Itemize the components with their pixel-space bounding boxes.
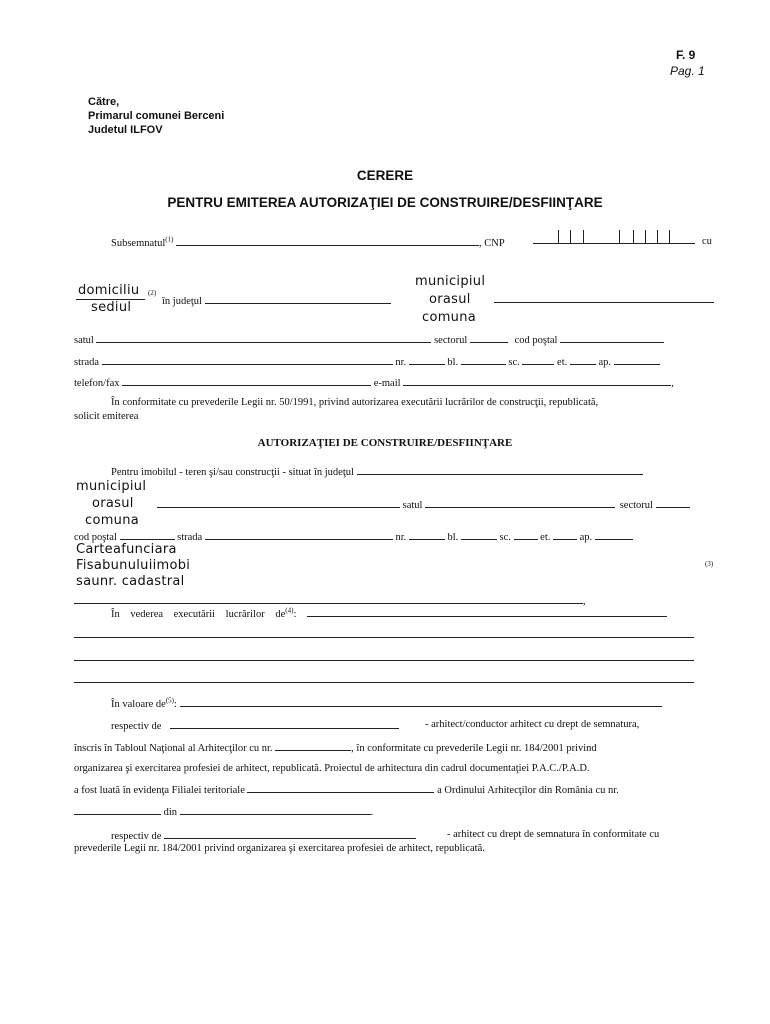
addressee-line-1: Către, <box>88 96 120 108</box>
floor-label: et. <box>557 357 568 368</box>
works-label-1: În <box>111 609 120 620</box>
apartment-label: ap. <box>598 357 612 368</box>
staircase-label: sc. <box>508 357 520 368</box>
domicile-label: domiciliu <box>78 283 140 298</box>
property-number-label: nr. <box>395 532 407 543</box>
property-block-field[interactable] <box>461 530 497 540</box>
architect-register-tail: , în conformitate cu prevederile Legii nr. 184/2001 privind <box>351 743 597 754</box>
property-intro-row <box>111 465 643 478</box>
locality-field[interactable] <box>494 302 714 303</box>
works-label-2: vederea <box>130 609 164 620</box>
property-sector-field[interactable] <box>656 498 690 508</box>
property-apartment-label: ap. <box>579 532 593 543</box>
property-block-label: bl. <box>447 532 459 543</box>
section-title: AUTORIZAŢIEI DE CONSTRUIRE/DESFIINŢARE <box>257 437 513 449</box>
architect-name-field[interactable] <box>170 719 399 729</box>
property-postal-field[interactable] <box>120 530 175 540</box>
architect2-row-1 <box>111 829 416 842</box>
works-label-5: de <box>275 609 286 620</box>
locality-option-municipiul: municipiul <box>415 274 486 289</box>
county-field[interactable] <box>205 294 391 304</box>
addressee-line-3: Judetul ILFOV <box>88 124 163 136</box>
property-staircase-label: sc. <box>499 532 511 543</box>
undersigned-label: Subsemnatul <box>111 238 166 249</box>
property-postal-label: cod poştal <box>74 532 117 543</box>
cadastral-option-2: Fisabunuluiimobi <box>76 558 191 573</box>
page-number: Pag. 1 <box>670 64 705 78</box>
property-floor-field[interactable] <box>553 530 577 540</box>
email-label: e-mail <box>373 378 401 389</box>
value-field[interactable] <box>180 697 662 707</box>
architect-role: - arhitect/conductor arhitect cu drept de semnatura, <box>425 719 640 730</box>
conformity-text-2: solicit emiterea <box>74 411 139 422</box>
branch-field[interactable] <box>247 783 434 793</box>
order-label: a Ordinului Arhitecţilor din România cu nr. <box>437 785 619 796</box>
village-label: satul <box>74 335 94 346</box>
order-date-label: din <box>163 807 178 818</box>
works-label-3: executării <box>173 609 216 620</box>
number-field[interactable] <box>409 355 445 365</box>
footnote-4: (4) <box>285 606 294 615</box>
staircase-field[interactable] <box>522 355 554 365</box>
property-village-label: satul <box>402 500 423 511</box>
works-label-4: lucrărilor <box>225 609 265 620</box>
architect2-respectiv-label: respectiv de <box>111 831 162 842</box>
phone-field[interactable] <box>122 376 371 386</box>
property-street-field[interactable] <box>205 530 393 540</box>
architect2-row-2: prevederile Legii nr. 184/2001 privind organizarea şi exercitarea profesiei de arhitect, republicată. <box>74 843 485 854</box>
sector-label: sectorul <box>434 335 468 346</box>
branch-label: a fost luată în evidenţa Filialei teritoriale <box>74 785 245 796</box>
document-title: CERERE <box>356 168 414 183</box>
property-floor-label: et. <box>540 532 551 543</box>
cu-label: cu <box>702 236 712 247</box>
cadastral-option-3: saunr. cadastral <box>76 574 185 589</box>
architect-respectiv-label: respectiv de <box>111 721 162 732</box>
architect-row-5 <box>74 805 373 818</box>
phone-label: telefon/fax <box>74 378 120 389</box>
apartment-field[interactable] <box>614 355 660 365</box>
county-row <box>162 294 391 307</box>
order-period: . <box>370 807 374 818</box>
architect-register-label: înscris în Tabloul Naţional al Arhitecţilor cu nr. <box>74 743 273 754</box>
property-street-label: strada <box>177 532 203 543</box>
works-colon: : <box>293 609 297 620</box>
cnp-field[interactable] <box>533 230 695 244</box>
architect2-name-field[interactable] <box>164 829 416 839</box>
architect-row-3: organizarea şi exercitarea profesiei de arhitect, republicată. Proiectul de arhitectura din cadrul documentaţiei P.A.C./P.A.D. <box>74 763 590 774</box>
property-village-row <box>157 498 690 511</box>
email-field[interactable] <box>403 376 671 386</box>
cadastral-comma: , <box>583 596 586 607</box>
property-county-field[interactable] <box>357 465 643 475</box>
architect-row-1 <box>111 719 399 732</box>
street-field[interactable] <box>102 355 393 365</box>
architect-register-field[interactable] <box>275 741 351 751</box>
block-label: bl. <box>447 357 459 368</box>
works-field-4[interactable] <box>74 682 694 683</box>
locality-option-comuna: comuna <box>422 310 477 325</box>
architect-row-2 <box>74 741 597 754</box>
footnote-5: (5) <box>165 696 174 705</box>
property-locality-option-municipiul: municipiul <box>76 479 147 494</box>
works-field-1[interactable] <box>307 607 667 617</box>
contact-comma: , <box>671 378 674 389</box>
works-row <box>111 607 667 620</box>
works-field-3[interactable] <box>74 660 694 661</box>
architect-row-4 <box>74 783 619 796</box>
addressee-line-2: Primarul comunei Berceni <box>88 110 225 122</box>
postal-code-label: cod poştal <box>514 335 558 346</box>
works-field-2[interactable] <box>74 637 694 638</box>
cadastral-row <box>74 594 586 607</box>
property-staircase-field[interactable] <box>514 530 538 540</box>
village-row <box>74 333 664 346</box>
value-label: În valoare de <box>111 699 166 710</box>
property-locality-option-comuna: comuna <box>85 513 140 528</box>
number-label: nr. <box>395 357 407 368</box>
cadastral-option-1: Carteafunciara <box>76 542 177 557</box>
footnote-1: (1) <box>165 235 174 244</box>
postal-code-field[interactable] <box>560 333 664 343</box>
property-locality-field[interactable] <box>157 498 400 508</box>
street-label: strada <box>74 357 100 368</box>
seat-label: sediul <box>91 300 132 315</box>
document-subtitle: PENTRU EMITEREA AUTORIZAŢIEI DE CONSTRUIRE/DESFIINŢARE <box>167 195 603 210</box>
cadastral-field[interactable] <box>74 594 583 604</box>
locality-option-orasul: orasul <box>429 292 471 307</box>
conformity-text-1: În conformitate cu prevederile Legii nr. 50/1991, privind autorizarea executării lucrărilor de construcţii, republicată, <box>111 397 599 408</box>
value-colon: : <box>173 699 177 710</box>
footnote-2: (2) <box>148 289 157 297</box>
property-apartment-field[interactable] <box>595 530 633 540</box>
street-row <box>74 355 660 368</box>
order-number-field[interactable] <box>74 805 161 815</box>
block-field[interactable] <box>461 355 506 365</box>
form-code: F. 9 <box>676 48 696 62</box>
property-locality-option-orasul: orasul <box>92 496 134 511</box>
property-sector-label: sectorul <box>619 500 653 511</box>
village-field[interactable] <box>96 333 431 343</box>
cnp-label: , CNP <box>479 238 505 249</box>
architect2-role: - arhitect cu drept de semnatura în conformitate cu <box>447 829 660 840</box>
floor-field[interactable] <box>570 355 596 365</box>
undersigned-row <box>111 236 505 249</box>
county-label: în judeţul <box>162 296 202 307</box>
property-number-field[interactable] <box>409 530 445 540</box>
value-row <box>111 697 662 710</box>
footnote-3: (3) <box>705 560 714 568</box>
property-village-field[interactable] <box>425 498 615 508</box>
contact-row <box>74 376 674 389</box>
order-date-field[interactable] <box>180 805 371 815</box>
sector-field[interactable] <box>470 333 508 343</box>
property-intro-label: Pentru imobilul - teren şi/sau construcţii - situat în judeţul <box>111 467 354 478</box>
undersigned-name-field[interactable] <box>176 236 479 246</box>
